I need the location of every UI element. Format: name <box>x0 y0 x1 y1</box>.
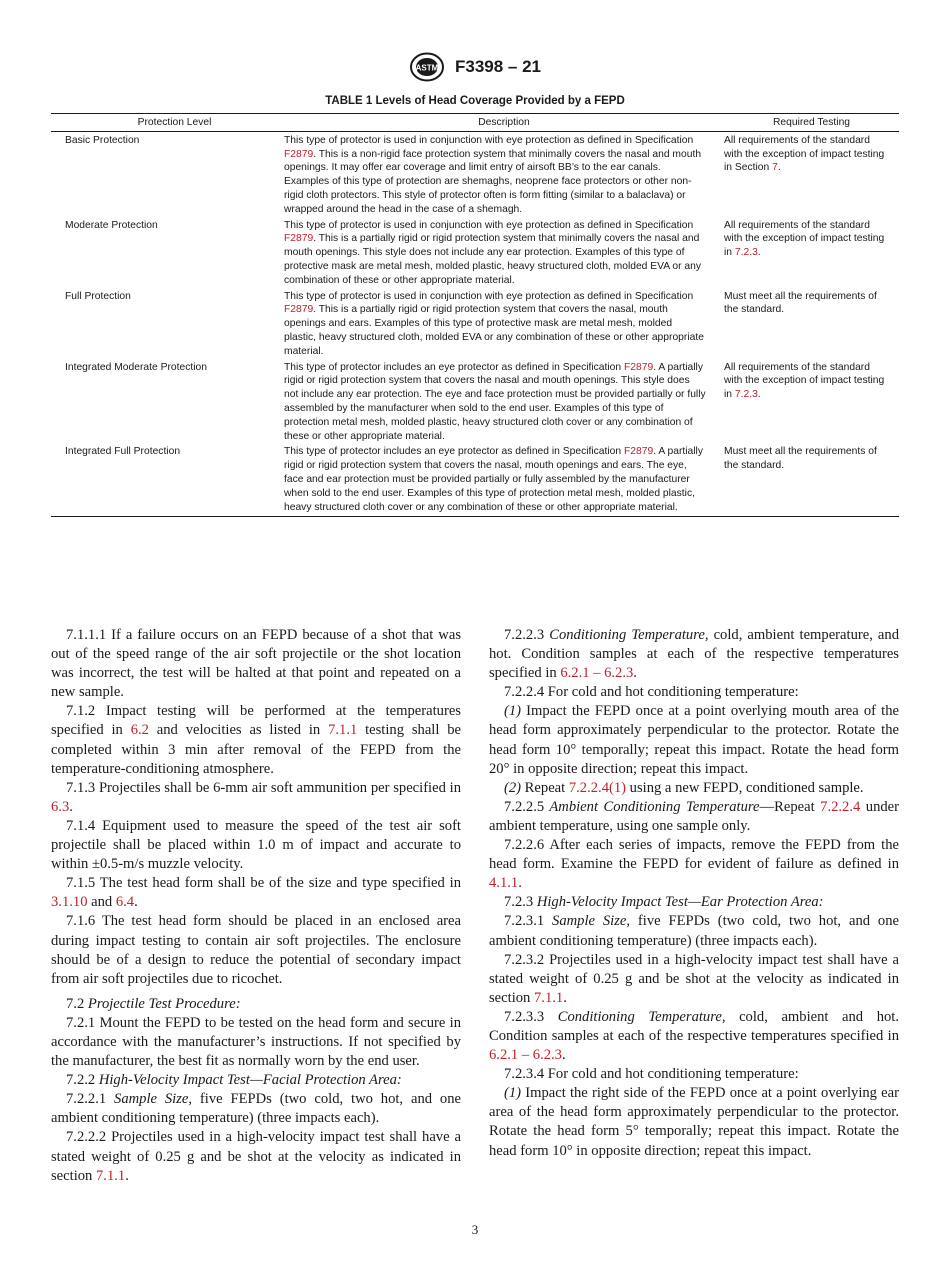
spec-link[interactable]: F2879 <box>624 361 654 373</box>
paragraph-text: under ambient temperature, using one sample only. <box>489 798 899 834</box>
cross-reference-link[interactable]: 7.2.2.4 <box>820 798 861 815</box>
paragraph-text: . <box>563 989 567 1006</box>
table-row <box>51 131 899 216</box>
description-text: This type of protector is used in conjunction with eye protection as defined in Specification <box>284 290 694 302</box>
cross-reference-link[interactable]: 6.4 <box>115 894 135 911</box>
spec-link[interactable]: F2879 <box>624 446 654 458</box>
description-text: This type of protector includes an eye protector as defined in Specification <box>284 446 624 458</box>
section-title: High-Velocity Impact Test—Ear Protection Area: <box>533 894 824 911</box>
required-testing-text: Must meet all the requirements of the standard. <box>724 290 877 316</box>
section-number: 7.2.3.1 <box>504 913 545 930</box>
paragraph <box>489 1008 899 1065</box>
paragraph-text: five FEPDs (two cold, two hot, and one ambient conditioning temperature) (three impacts each). <box>489 913 899 949</box>
paragraph <box>51 874 461 912</box>
section-number: 7.2.2 <box>66 1072 96 1089</box>
paragraph-text: The test head form should be placed in an enclosed area during impact testing to contain air soft projectiles. The enclosure should be of a design to reduce the potential of secondary impact from air soft projectiles due to ricochet. <box>51 913 461 987</box>
section-link[interactable]: 7 <box>772 162 778 174</box>
required-testing-cell <box>724 288 899 359</box>
section-link[interactable]: 7.2.3 <box>734 247 758 259</box>
paragraph <box>51 626 461 702</box>
paragraph-text: . <box>69 798 73 815</box>
required-testing-text: Must meet all the requirements of the standard. <box>724 446 877 472</box>
protection-level-cell: Integrated Moderate Protection <box>65 361 207 373</box>
astm-logo-icon <box>409 52 445 82</box>
description-text: . This is a partially rigid or rigid protection system that minimally covers the nasal and mouth openings. This style does not include any ear protection. Examples of this type of protective mask are metal mesh, molded plastic, heavy structured cloth, molded EVA or any combination of these or other appropriate material. <box>284 233 702 286</box>
section-title: Conditioning Temperature, <box>544 1008 726 1025</box>
col-header-protection-level: Protection Level <box>51 114 284 132</box>
page-header <box>0 52 950 82</box>
required-testing-cell <box>724 131 899 216</box>
section-title: (2) <box>504 779 522 796</box>
paragraph-text: testing shall be completed within 3 min after removal of the FEPD from the temperature-conditioning atmosphere. <box>51 722 462 777</box>
protection-level-cell: Integrated Full Protection <box>51 443 284 516</box>
section-number: 7.2.3.2 <box>504 951 545 968</box>
section-number: 7.2.2.3 <box>504 627 545 643</box>
section-link[interactable]: 7.2.3 <box>734 389 758 401</box>
paragraph-text: . <box>134 894 138 911</box>
section-title: Ambient Conditioning Temperature <box>544 798 760 815</box>
section-title: (1) <box>504 703 522 720</box>
section-title: (1) <box>504 1085 522 1102</box>
section-number: 7.1.3 <box>66 779 96 796</box>
table-row <box>51 288 899 359</box>
description-cell <box>284 443 724 516</box>
section-number: 7.1.2 <box>66 703 96 720</box>
description-cell <box>284 217 724 288</box>
section-number: 7.2.3 <box>504 894 534 911</box>
paragraph <box>51 1090 461 1128</box>
paragraph <box>489 893 899 912</box>
description-text: This type of protector is used in conjunction with eye protection as defined in Specification <box>284 134 694 146</box>
paragraph <box>489 798 899 836</box>
logo-text: ASTM <box>415 63 439 73</box>
table-row <box>51 217 899 288</box>
cross-reference-link[interactable]: 6.3 <box>51 798 70 815</box>
paragraph-text: cold, ambient and hot. Condition samples at each of the respective temperatures specified in <box>489 1008 899 1044</box>
paragraph-text: For cold and hot conditioning temperature: <box>544 1066 799 1083</box>
spec-link[interactable]: F2879 <box>284 304 314 316</box>
table-header-row <box>51 114 899 132</box>
cross-reference-link[interactable]: 7.1.1 <box>534 989 564 1006</box>
required-testing-text: . <box>757 247 761 259</box>
section-number: 7.2.2.5 <box>504 798 545 815</box>
cross-reference-link[interactable]: 7.1.1 <box>96 1167 126 1184</box>
paragraph-text: . <box>518 875 522 892</box>
protection-levels-table <box>51 113 899 517</box>
col-header-description: Description <box>284 114 724 132</box>
description-text: . This is a partially rigid or rigid protection system that covers the nasal, mouth openings and ears. Examples of this type of protective mask are metal mesh, molded plastic, heavy structured cloth, molded EVA or any combination of these or other appropriate material. <box>284 304 704 357</box>
paragraph-text: . <box>125 1167 129 1184</box>
description-text: . This is a non-rigid face protection system that minimally covers the nasal and mouth openings. It may offer ear coverage and limit entry of airsoft BB’s to the ear canals. Examples of this type of protection are shemaghs, neoprene face protectors or other non-rigid cloth protectors. This style of protector often is form fitting (similar to a balaclava) or wrapped around the head in the case of a shemagh. <box>284 148 702 215</box>
paragraph-text: Impact testing will be performed at the temperatures specified in <box>51 703 461 739</box>
section-number: 7.1.4 <box>66 817 96 834</box>
page-number: 3 <box>471 1222 479 1237</box>
description-text: . A partially rigid or rigid protection system that covers the nasal and mouth openings. This style does not include any ear protection. The eye and face protection must be provided partially or fully assembled by the manufacturer when sold to the end user. Examples of this type of protection metal mesh, molded plastic, heavy structured cloth cover or any combination of these or other appropriate material. <box>284 361 706 442</box>
paragraph-text: Impact the FEPD once at a point overlying mouth area of the head form approximately perpendicular to the protector. Rotate the head form 10° temporally; repeat this impact. Rotate the head form 20° in opposite direction; repeat this impact. <box>489 703 899 777</box>
table-caption: TABLE 1 Levels of Head Coverage Provided by a FEPD <box>325 95 625 107</box>
paragraph-text: . <box>633 665 637 682</box>
paragraph <box>489 836 899 893</box>
paragraph <box>489 951 899 1008</box>
section-number: 7.2.3.4 <box>504 1066 545 1083</box>
paragraph <box>489 702 899 778</box>
required-testing-cell <box>724 443 899 516</box>
paragraph <box>51 912 461 988</box>
paragraph-text: and velocities as listed in <box>148 722 329 739</box>
section-number: 7.1.5 <box>66 875 96 892</box>
paragraph <box>489 1065 899 1084</box>
paragraph <box>51 702 461 778</box>
paragraph-text: Repeat <box>521 779 569 796</box>
paragraph-text: If a failure occurs on an FEPD because of a shot that was out of the speed range of the air soft projectile or the shot location was incorrect, the test will be halted at that point and repeated on a new sample. <box>51 627 461 701</box>
paragraph-text: Projectiles used in a high-velocity impact test shall have a stated weight of 0.25 g and be shot at the velocity as indicated in section <box>51 1129 461 1184</box>
spec-link[interactable]: F2879 <box>284 233 314 245</box>
paragraph <box>489 683 899 702</box>
section-number: 7.2.2.2 <box>66 1129 107 1146</box>
section-number: 7.2.2.6 <box>504 837 545 854</box>
paragraph-text: Mount the FEPD to be tested on the head form and secure in accordance with the manufacturer’s instructions. If not specified by the manufacturer, the best fit as normally worn by the end user. <box>51 1014 461 1070</box>
paragraph <box>489 1084 899 1160</box>
body-columns <box>51 626 899 1186</box>
spec-link[interactable]: F2879 <box>284 148 314 160</box>
section-number: 7.2.2.4 <box>504 684 545 701</box>
left-column <box>51 626 461 1186</box>
paragraph-text: . <box>561 1047 566 1064</box>
paragraph <box>51 1014 461 1071</box>
section-title: Sample Size, <box>106 1091 193 1108</box>
paragraph-text: using a new FEPD, conditioned sample. <box>626 779 864 796</box>
paragraph-text: Projectiles used in a high-velocity impact test shall have a stated weight of 0.25 g and be shot at the velocity as indicated in section <box>489 951 899 1006</box>
paragraph <box>489 779 899 798</box>
section-number: 7.2.2.1 <box>66 1091 107 1108</box>
table-row <box>51 359 899 444</box>
required-testing-text: . <box>757 389 761 401</box>
paragraph-text: Projectiles shall be 6-mm air soft ammunition per specified in <box>95 779 461 796</box>
section-number: 7.2 <box>66 995 85 1012</box>
required-testing-cell <box>724 359 899 444</box>
section-title: Sample Size, <box>544 913 631 930</box>
description-cell <box>284 131 724 216</box>
cross-reference-link[interactable]: 6.2.1 – 6.2.3 <box>560 665 634 682</box>
protection-level-cell: Full Protection <box>65 290 131 302</box>
paragraph-text: —Repeat <box>759 798 821 815</box>
paragraph <box>51 817 461 874</box>
section-title: Projectile Test Procedure: <box>84 995 241 1012</box>
paragraph <box>489 626 899 683</box>
description-text: This type of protector includes an eye protector as defined in Specification <box>284 361 624 373</box>
right-column <box>489 626 899 1186</box>
paragraph <box>51 1071 461 1090</box>
cross-reference-link[interactable]: 6.2.1 – 6.2.3 <box>489 1047 562 1064</box>
section-number: 7.2.3.3 <box>504 1008 545 1025</box>
paragraph-text: Equipment used to measure the speed of the test air soft projectile shall be placed within 1.0 m of impact and accurate to within ±0.5-m/s muzzle velocity. <box>51 817 461 873</box>
cross-reference-link[interactable]: 4.1.1 <box>489 875 519 892</box>
paragraph <box>51 779 461 817</box>
cross-reference-link[interactable]: 6.2 <box>130 722 149 739</box>
protection-level-cell: Basic Protection <box>65 134 140 146</box>
col-header-required-testing: Required Testing <box>724 114 899 132</box>
paragraph-text: and <box>87 894 116 911</box>
section-title: Conditioning Temperature, <box>544 627 709 643</box>
required-testing-cell <box>724 217 899 288</box>
document-id: F3398 – 21 <box>454 57 541 76</box>
description-cell <box>284 288 724 359</box>
paragraph-text: cold, ambient temperature, and hot. Condition samples at each of the respective temperatures specified in <box>489 627 899 682</box>
table-row <box>51 443 899 516</box>
paragraph <box>51 1128 461 1185</box>
paragraph-text: After each series of impacts, remove the FEPD from the head form. Examine the FEPD for evident of failure as defined in <box>489 837 899 873</box>
section-number: 7.1.6 <box>66 913 96 930</box>
section-number: 7.2.1 <box>66 1014 96 1031</box>
paragraph-text: Impact the right side of the FEPD once at a point overlying ear area of the head form approximately perpendicular to the protector. Rotate the head form 5° temporally; repeat this impact. Rotate the head form 10° in opposite direction; repeat this impact. <box>489 1085 899 1159</box>
section-title: High-Velocity Impact Test—Facial Protection Area: <box>95 1072 402 1089</box>
cross-reference-link[interactable]: 3.1.10 <box>51 894 88 911</box>
required-testing-text: All requirements of the standard with the exception of impact testing in <box>724 219 885 259</box>
paragraph <box>51 995 461 1014</box>
paragraph <box>489 912 899 950</box>
section-number: 7.1.1.1 <box>66 627 107 643</box>
description-text: This type of protector is used in conjunction with eye protection as defined in Specification <box>284 219 694 231</box>
description-cell <box>284 359 724 444</box>
required-testing-text: All requirements of the standard with the exception of impact testing in <box>724 361 885 401</box>
cross-reference-link[interactable]: 7.2.2.4(1) <box>568 779 627 796</box>
paragraph-text: The test head form shall be of the size and type specified in <box>95 875 461 892</box>
required-testing-text: All requirements of the standard with the exception of impact testing in Section <box>724 134 885 174</box>
paragraph-text: five FEPDs (two cold, two hot, and one ambient conditioning temperature) (three impacts each). <box>51 1091 461 1127</box>
paragraph-text: For cold and hot conditioning temperature: <box>544 684 799 701</box>
description-text: . A partially rigid or rigid protection system that covers the nasal, mouth openings and ears. The eye, face and ear protection must be provided partially or fully assembled by the manufacturer when sold to the end user. Examples of this type of protection metal mesh, molded plastic, heavy structured cloth cover or any combination of these or other appropriate material. <box>284 446 703 513</box>
cross-reference-link[interactable]: 7.1.1 <box>328 722 358 739</box>
protection-level-cell: Moderate Protection <box>65 219 158 231</box>
required-testing-text: . <box>777 162 781 174</box>
